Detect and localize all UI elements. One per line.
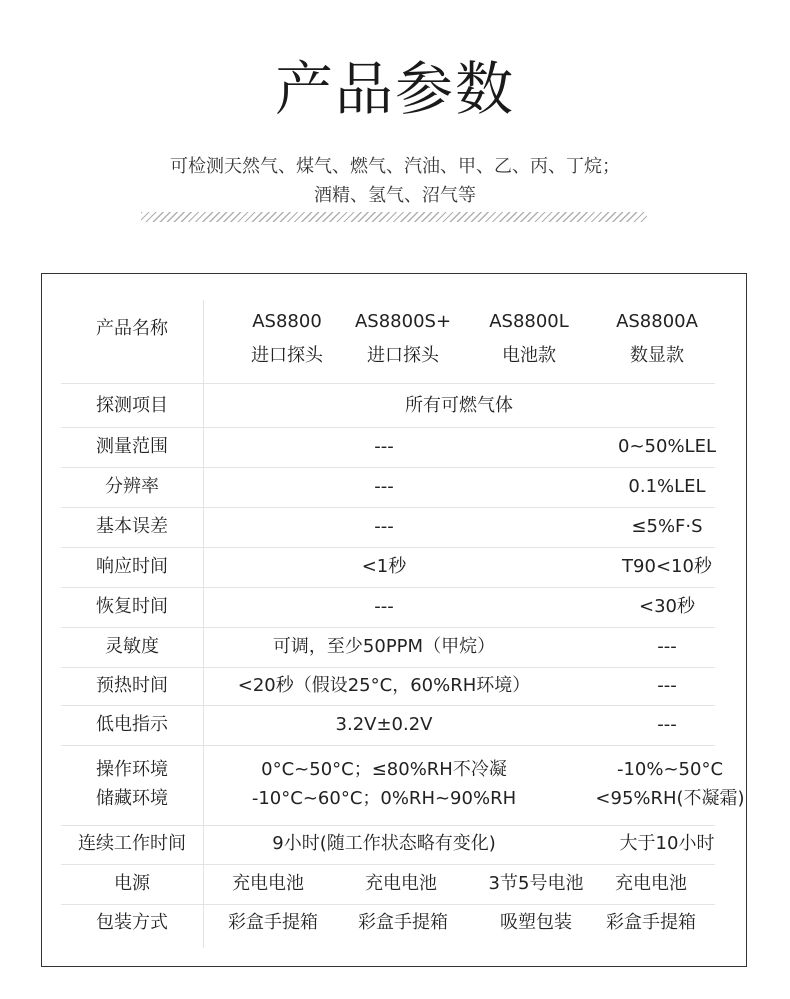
row-label-packaging: 包装方式 (96, 912, 168, 933)
warmup-time-left: <20秒（假设25°C，60%RH环境） (237, 675, 531, 696)
continuous-work-right: 大于10小时 (619, 833, 715, 854)
operating-env-right: -10%~50°C (616, 759, 724, 780)
row-divider (61, 705, 715, 706)
model-desc-4: 数显款 (630, 345, 684, 366)
row-label-continuous-work: 连续工作时间 (78, 833, 186, 854)
detection-item-value: 所有可燃气体 (405, 395, 513, 416)
row-divider (61, 627, 715, 628)
row-label-warmup-time: 预热时间 (96, 675, 168, 696)
row-label-sensitivity: 灵敏度 (105, 636, 159, 657)
row-divider (61, 904, 715, 905)
low-battery-right: --- (657, 714, 677, 735)
packaging-3: 吸塑包装 (500, 912, 572, 933)
recovery-time-right: <30秒 (639, 596, 695, 617)
sensitivity-left: 可调，至少50PPM（甲烷） (272, 636, 496, 657)
row-label-product-name: 产品名称 (96, 318, 168, 339)
model-desc-3: 电池款 (502, 345, 556, 366)
measurement-range-left: --- (374, 436, 394, 457)
row-divider (61, 507, 715, 508)
subtitle-line-1: 可检测天然气、煤气、燃气、汽油、甲、乙、丙、丁烷； (170, 156, 620, 177)
row-label-detection-item: 探测项目 (96, 395, 168, 416)
warmup-time-right: --- (657, 675, 677, 696)
power-2: 充电电池 (365, 873, 437, 894)
power-4: 充电电池 (615, 873, 687, 894)
response-time-right: T90<10秒 (622, 556, 712, 577)
model-desc-1: 进口探头 (251, 345, 323, 366)
model-name-1: AS8800 (252, 311, 322, 332)
packaging-1: 彩盒手提箱 (228, 912, 318, 933)
resolution-left: --- (374, 476, 394, 497)
response-time-left: <1秒 (361, 556, 407, 577)
packaging-2: 彩盒手提箱 (358, 912, 448, 933)
row-label-recovery-time: 恢复时间 (96, 596, 168, 617)
row-label-power: 电源 (114, 873, 150, 894)
continuous-work-left: 9小时(随工作状态略有变化) (272, 833, 496, 854)
model-name-3: AS8800L (489, 311, 569, 332)
row-label-storage-env: 储藏环境 (96, 788, 168, 809)
sensitivity-right: --- (657, 636, 677, 657)
row-divider (61, 427, 715, 428)
row-label-measurement-range: 测量范围 (96, 436, 168, 457)
row-divider (61, 587, 715, 588)
basic-error-right: ≤5%F·S (631, 516, 703, 537)
packaging-4: 彩盒手提箱 (606, 912, 696, 933)
row-label-response-time: 响应时间 (96, 556, 168, 577)
row-label-operating-env: 操作环境 (96, 759, 168, 780)
model-name-2: AS8800S+ (354, 311, 452, 332)
label-column-divider (203, 300, 204, 948)
measurement-range-right: 0~50%LEL (618, 436, 716, 457)
row-divider (61, 547, 715, 548)
model-name-4: AS8800A (616, 311, 698, 332)
model-desc-2: 进口探头 (367, 345, 439, 366)
basic-error-left: --- (374, 516, 394, 537)
row-divider (61, 667, 715, 668)
power-3: 3节5号电池 (488, 873, 584, 894)
recovery-time-left: --- (374, 596, 394, 617)
row-divider (61, 864, 715, 865)
row-label-low-battery: 低电指示 (96, 714, 168, 735)
storage-env-left: -10°C~60°C；0%RH~90%RH (251, 788, 517, 809)
subtitle-line-2: 酒精、氢气、沼气等 (314, 185, 476, 206)
operating-env-left: 0°C~50°C；≤80%RH不冷凝 (261, 759, 507, 780)
page-title: 产品参数 (274, 55, 515, 123)
row-divider (61, 745, 715, 746)
row-divider (61, 467, 715, 468)
row-label-basic-error: 基本误差 (96, 516, 168, 537)
row-label-resolution: 分辨率 (105, 476, 159, 497)
resolution-right: 0.1%LEL (628, 476, 706, 497)
power-1: 充电电池 (232, 873, 304, 894)
storage-env-right: <95%RH(不凝霜) (595, 788, 745, 809)
hatched-divider (141, 212, 647, 222)
row-divider (61, 825, 715, 826)
low-battery-left: 3.2V±0.2V (335, 714, 433, 735)
row-divider (61, 383, 715, 384)
